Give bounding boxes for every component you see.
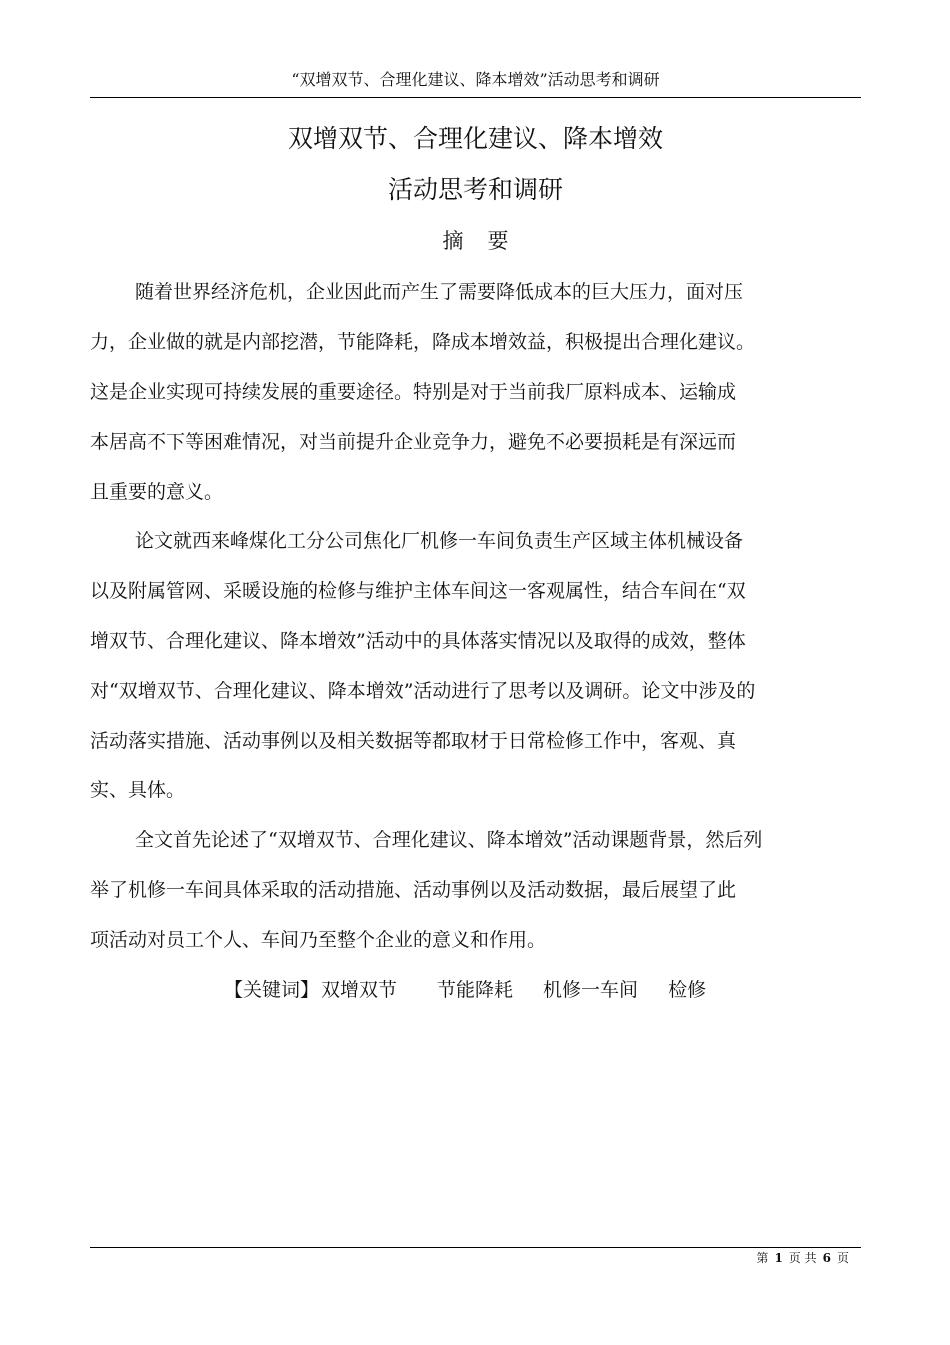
paragraph-1-line-1: 随着世界经济危机，企业因此而产生了需要降低成本的巨大压力，面对压 (135, 281, 744, 303)
header-rule (90, 97, 861, 98)
document-title-line-2: 活动思考和调研 (387, 175, 563, 204)
paragraph-3-line-1: 全文首先论述了“双增双节、合理化建议、降本增效”活动课题背景，然后列 (135, 829, 763, 851)
keyword-item: 双增双节 (321, 979, 398, 1001)
paragraph-2-line-4: 对“双增双节、合理化建议、降本增效”活动进行了思考以及调研。论文中涉及的 (90, 680, 756, 702)
document-title-line-1: 双增双节、合理化建议、降本增效 (287, 124, 663, 153)
page-suffix: 页 (836, 1251, 849, 1265)
keyword-item: 机修一车间 (543, 979, 639, 1001)
keyword-item: 检修 (668, 979, 707, 1001)
page-number-footer (753, 1250, 852, 1266)
paragraph-3-line-3: 项活动对员工个人、车间乃至整个企业的意义和作用。 (90, 929, 547, 951)
footer-rule (90, 1247, 861, 1248)
keywords-line (224, 977, 706, 1003)
paragraph-3-line-2: 举了机修一车间具体采取的活动措施、活动事例以及活动数据，最后展望了此 (90, 879, 737, 901)
paragraph-2-line-5: 活动落实措施、活动事例以及相关数据等都取材于日常检修工作中，客观、真 (90, 730, 737, 752)
running-header: “双增双节、合理化建议、降本增效”活动思考和调研 (291, 70, 660, 89)
paragraph-2-line-2: 以及附属管网、采暖设施的检修与维护主体车间这一客观属性，结合车间在“双 (90, 580, 746, 602)
current-page-number: 1 (774, 1251, 783, 1265)
abstract-heading: 摘要 (442, 229, 533, 253)
keyword-item: 节能降耗 (437, 979, 514, 1001)
page-prefix: 第 (756, 1251, 769, 1265)
paragraph-2-line-6: 实、具体。 (90, 779, 186, 801)
total-pages-number: 6 (822, 1251, 831, 1265)
page-mid: 页 共 (788, 1251, 817, 1265)
paragraph-1-line-4: 本居高不下等困难情况，对当前提升企业竞争力，避免不必要损耗是有深远而 (90, 431, 737, 453)
paragraph-2-line-3: 增双节、合理化建议、降本增效”活动中的具体落实情况以及取得的成效，整体 (90, 630, 746, 652)
paragraph-1-line-5: 且重要的意义。 (90, 481, 224, 503)
paragraph-1-line-3: 这是企业实现可持续发展的重要途径。特别是对于当前我厂原料成本、运输成 (90, 381, 737, 403)
keywords-label: 【关键词】 (224, 979, 320, 1001)
paragraph-1-line-2: 力，企业做的就是内部挖潜，节能降耗，降成本增效益，积极提出合理化建议。 (90, 331, 756, 353)
paragraph-2-line-1: 论文就西来峰煤化工分公司焦化厂机修一车间负责生产区域主体机械设备 (135, 530, 744, 552)
